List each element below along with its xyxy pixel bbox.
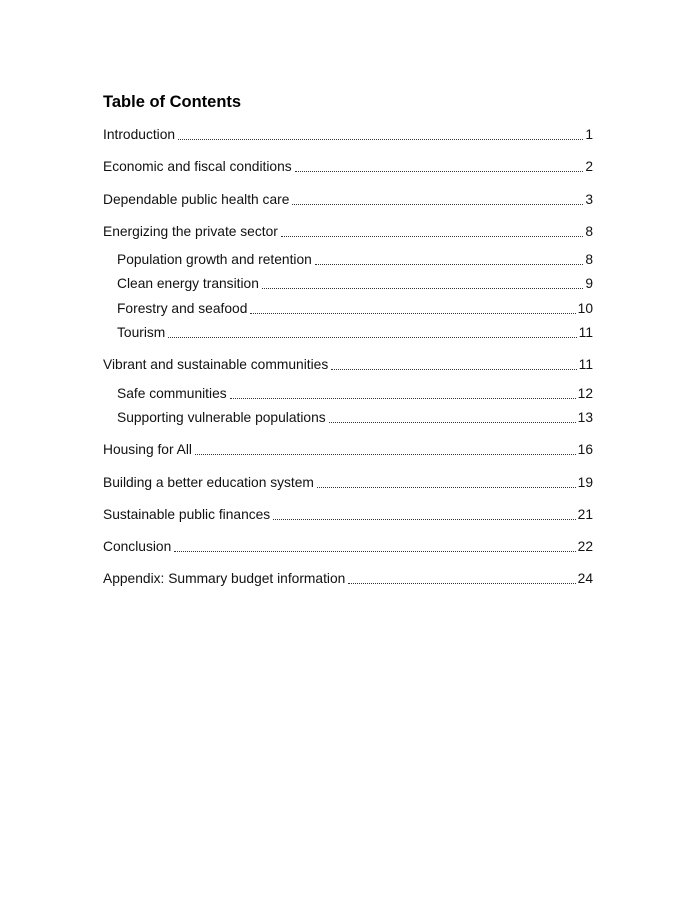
toc-list	[103, 126, 593, 588]
toc-dot-leader	[295, 171, 584, 172]
toc-entry-safe-communities[interactable]	[103, 385, 593, 403]
toc-page-number: 16	[577, 442, 593, 458]
toc-page-number: 8	[585, 252, 593, 268]
toc-page-number: 1	[585, 127, 593, 142]
toc-page-number: 22	[577, 539, 593, 555]
toc-dot-leader	[292, 204, 583, 205]
toc-dot-leader	[348, 583, 575, 584]
toc-entry-label: Building a better education system	[103, 474, 314, 490]
toc-entry-label: Conclusion	[103, 539, 172, 555]
toc-page-number: 11	[578, 325, 593, 341]
toc-page-number: 13	[577, 409, 593, 425]
toc-entry-education-system[interactable]	[103, 474, 593, 492]
toc-entry-economic-fiscal-conditions[interactable]	[103, 158, 593, 176]
toc-entry-label: Economic and fiscal conditions	[103, 159, 292, 175]
toc-entry-label: Vibrant and sustainable communities	[103, 357, 329, 373]
toc-page-number: 8	[585, 223, 593, 239]
toc-page-number: 21	[577, 506, 593, 522]
toc-entry-population-growth[interactable]	[103, 251, 593, 269]
toc-page-number: 24	[577, 571, 593, 587]
toc-entry-label: Tourism	[117, 325, 166, 341]
table-of-contents	[103, 91, 593, 588]
toc-dot-leader	[281, 236, 583, 237]
toc-dot-leader	[273, 519, 575, 520]
toc-page-number: 9	[585, 276, 593, 292]
toc-page-number: 3	[585, 191, 593, 207]
toc-entry-forestry-seafood[interactable]	[103, 300, 593, 318]
toc-entry-housing-for-all[interactable]	[103, 441, 593, 459]
toc-dot-leader	[230, 398, 576, 399]
toc-entry-vulnerable-populations[interactable]	[103, 409, 593, 427]
toc-entry-public-health-care[interactable]	[103, 191, 593, 209]
toc-page-number: 12	[577, 385, 593, 401]
toc-dot-leader	[174, 551, 575, 552]
toc-dot-leader	[168, 337, 576, 338]
toc-dot-leader	[178, 139, 583, 140]
toc-entry-label: Energizing the private sector	[103, 223, 278, 239]
toc-entry-label: Introduction	[103, 127, 176, 142]
toc-entry-private-sector[interactable]	[103, 223, 593, 241]
toc-entry-label: Appendix: Summary budget information	[103, 571, 346, 587]
toc-dot-leader	[331, 369, 576, 370]
toc-dot-leader	[315, 264, 583, 265]
toc-dot-leader	[262, 288, 583, 289]
toc-entry-label: Forestry and seafood	[117, 300, 248, 316]
toc-page-number: 11	[578, 357, 593, 373]
toc-entry-label: Clean energy transition	[117, 276, 259, 292]
toc-page-number: 19	[577, 474, 593, 490]
toc-entry-label: Sustainable public finances	[103, 506, 271, 522]
toc-title: Table of Contents	[103, 93, 242, 111]
toc-entry-appendix-budget[interactable]	[103, 570, 593, 588]
toc-dot-leader	[329, 422, 576, 423]
toc-entry-introduction[interactable]	[103, 126, 593, 144]
toc-entry-label: Housing for All	[103, 442, 192, 458]
toc-dot-leader	[195, 454, 576, 455]
toc-entry-clean-energy[interactable]	[103, 275, 593, 293]
toc-entry-label: Population growth and retention	[117, 252, 312, 268]
toc-page-number: 10	[577, 300, 593, 316]
toc-entry-label: Safe communities	[117, 385, 227, 401]
toc-entry-label: Supporting vulnerable populations	[117, 409, 326, 425]
toc-entry-sustainable-communities[interactable]	[103, 356, 593, 374]
toc-entry-public-finances[interactable]	[103, 506, 593, 524]
toc-dot-leader	[250, 313, 575, 314]
toc-entry-label: Dependable public health care	[103, 191, 290, 207]
toc-page-number: 2	[585, 159, 593, 175]
toc-dot-leader	[317, 487, 576, 488]
toc-entry-conclusion[interactable]	[103, 538, 593, 556]
toc-entry-tourism[interactable]	[103, 324, 593, 342]
